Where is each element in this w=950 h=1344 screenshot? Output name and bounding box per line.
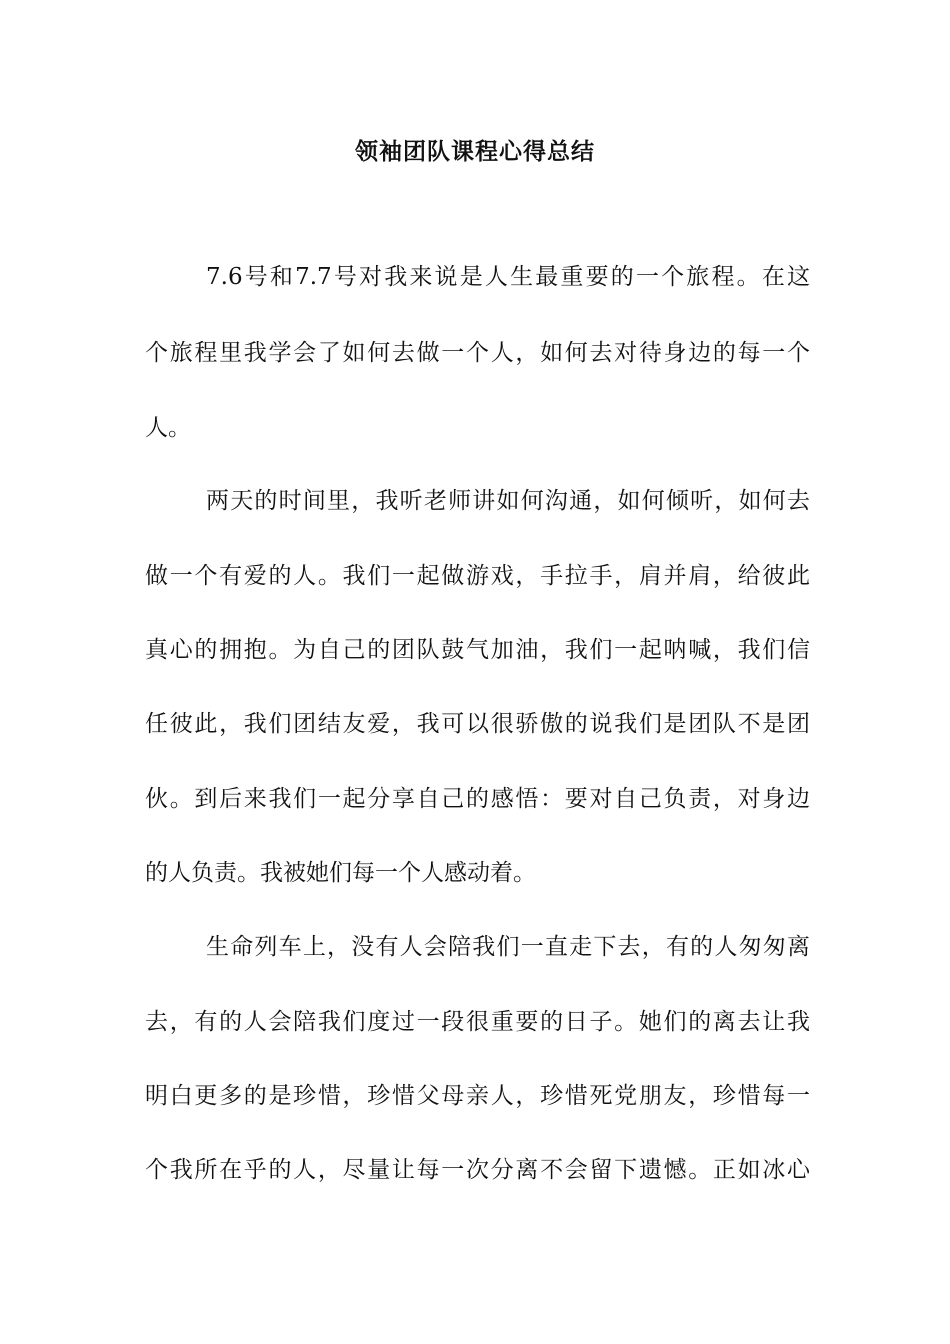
paragraph-2-line-3: 真心的拥抱。为自己的团队鼓气加油，我们一起呐喊，我们信 xyxy=(145,637,810,663)
paragraph-3-line-1: 生命列车上，没有人会陪我们一直走下去，有的人匆匆离 xyxy=(206,934,810,960)
paragraph-3-line-2: 去，有的人会陪我们度过一段很重要的日子。她们的离去让我 xyxy=(145,1009,810,1035)
paragraph-1-line-1: 7.6号和7.7号对我来说是人生最重要的一个旅程。在这 xyxy=(206,264,810,290)
paragraph-2-line-4: 任彼此，我们团结友爱，我可以很骄傲的说我们是团队不是团 xyxy=(145,711,810,737)
paragraph-1-line-3: 人。 xyxy=(145,415,191,441)
paragraph-3-line-3: 明白更多的是珍惜，珍惜父母亲人，珍惜死党朋友，珍惜每一 xyxy=(145,1083,810,1109)
paragraph-2-line-2: 做一个有爱的人。我们一起做游戏，手拉手，肩并肩，给彼此 xyxy=(145,563,810,589)
paragraph-1-line-2: 个旅程里我学会了如何去做一个人，如何去对待身边的每一个 xyxy=(145,340,810,366)
paragraph-2-line-1: 两天的时间里，我听老师讲如何沟通，如何倾听，如何去 xyxy=(206,488,810,514)
paragraph-3-line-4: 个我所在乎的人，尽量让每一次分离不会留下遗憾。正如冰心 xyxy=(145,1157,810,1183)
paragraph-2-line-5: 伙。到后来我们一起分享自己的感悟：要对自己负责，对身边 xyxy=(145,786,810,812)
paragraph-2-line-6: 的人负责。我被她们每一个人感动着。 xyxy=(145,860,536,886)
document-title: 领袖团队课程心得总结 xyxy=(355,138,595,165)
